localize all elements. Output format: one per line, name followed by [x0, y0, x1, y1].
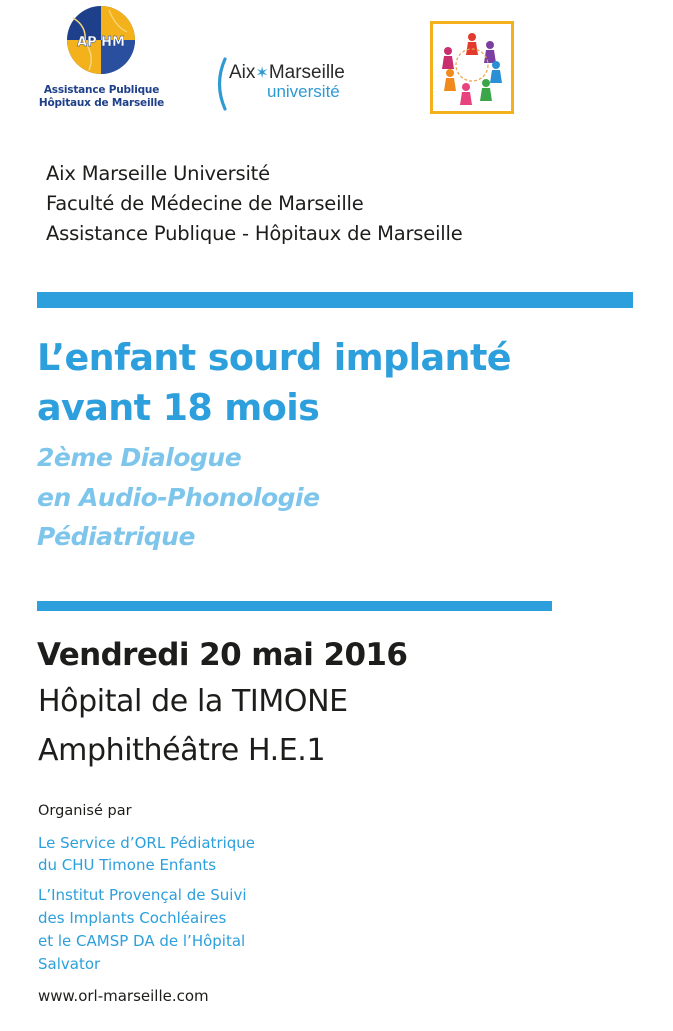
aphm-name-line1: Assistance Publique: [43, 84, 160, 96]
middle-divider: [37, 601, 552, 611]
event-title-line1: L’enfant sourd implanté: [37, 336, 511, 379]
top-divider: [37, 292, 633, 308]
amu-name-line1: [229, 62, 345, 84]
amu-name-aix: Aix: [229, 62, 256, 83]
amu-name-marseille: Marseille: [268, 62, 345, 83]
amu-bracket-icon: [213, 56, 227, 112]
star-icon: ✶: [255, 65, 269, 82]
aphm-emblem-text: AP HM: [77, 35, 125, 50]
event-title-line2: avant 18 mois: [37, 386, 320, 429]
organizer-2-line2: des Implants Cochléaires: [38, 909, 227, 927]
amu-name-line2: université: [267, 82, 340, 101]
organizers-label: Organisé par: [38, 803, 132, 819]
venue-line1: Hôpital de la TIMONE: [38, 684, 348, 719]
event-subtitle-line2: en Audio-Phonologie: [37, 483, 320, 512]
organizer-1-line1: Le Service d’ORL Pédiatrique: [38, 834, 256, 852]
venue-line2: Amphithéâtre H.E.1: [38, 733, 326, 768]
organizer-2-line1: L’Institut Provençal de Suivi: [38, 886, 247, 904]
website-link[interactable]: www.orl-marseille.com: [38, 987, 209, 1005]
aphm-name-line2: Hôpitaux de Marseille: [38, 97, 165, 109]
aphm-logo: [34, 4, 169, 120]
aphm-emblem-icon: [65, 4, 137, 76]
organizer-2-line4: Salvator: [38, 955, 101, 973]
organizer-2-line3: et le CAMSP DA de l’Hôpital: [38, 932, 246, 950]
institution-line-2: Faculté de Médecine de Marseille: [46, 192, 364, 215]
dancers-logo: [430, 21, 514, 114]
amu-logo: [213, 56, 388, 116]
event-subtitle-line3: Pédiatrique: [37, 522, 195, 551]
event-subtitle-line1: 2ème Dialogue: [37, 443, 242, 472]
event-date: Vendredi 20 mai 2016: [37, 637, 408, 673]
children-dancing-circle-icon: [430, 21, 514, 114]
organizer-1-line2: du CHU Timone Enfants: [38, 856, 217, 874]
institution-line-1: Aix Marseille Université: [46, 162, 270, 185]
institution-line-3: Assistance Publique - Hôpitaux de Marseille: [46, 222, 463, 245]
